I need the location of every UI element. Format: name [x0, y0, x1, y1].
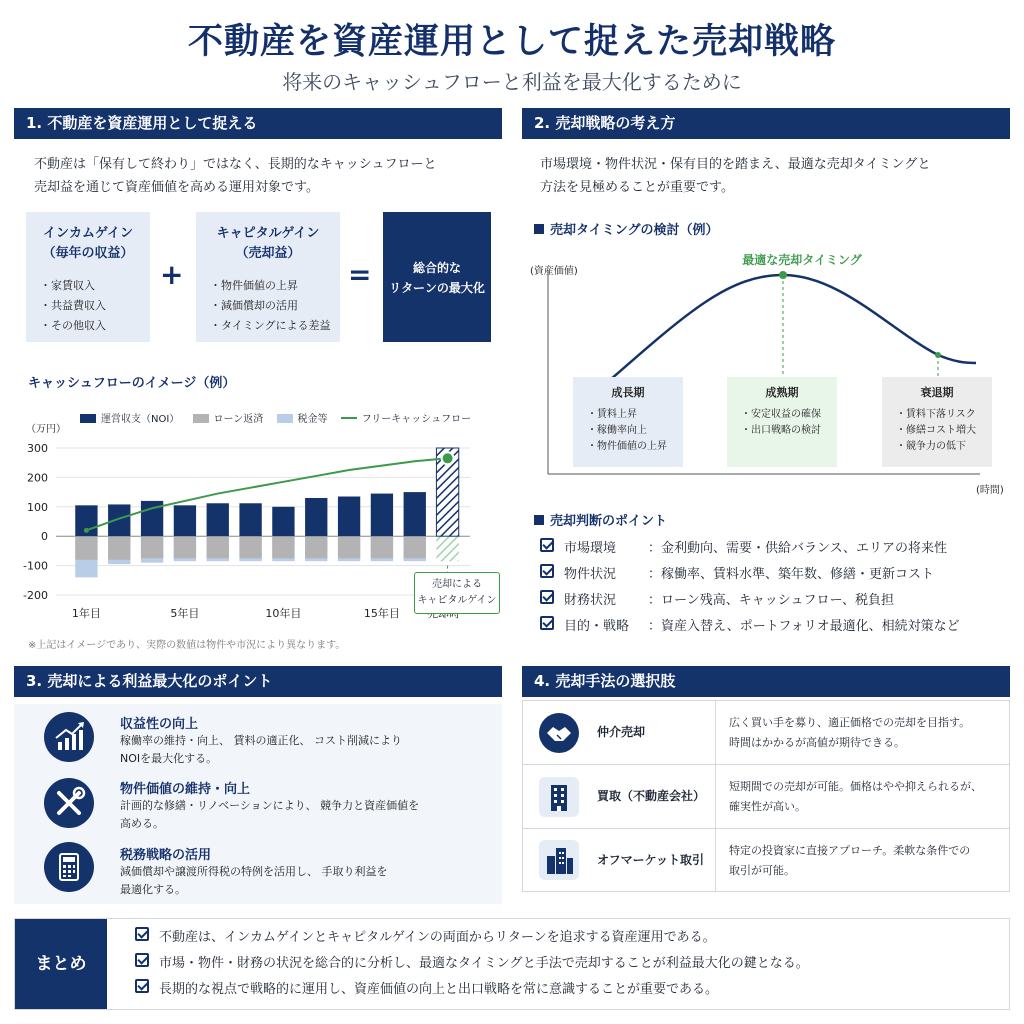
equals-sign: =	[348, 258, 372, 291]
phase-item: ・出口戦略の検討	[741, 425, 821, 436]
loan-bar	[404, 536, 426, 558]
checkbox-icon	[540, 538, 554, 552]
list-item: ・共益費収入	[40, 299, 106, 312]
x-tick-label: 10年目	[265, 607, 302, 620]
points-heading-text: 売却判断のポイント	[550, 514, 668, 529]
point-label: 目的・戦略	[564, 619, 630, 634]
legend-swatch-fcf	[341, 417, 357, 419]
method-row	[523, 829, 1009, 891]
points-heading	[534, 510, 667, 529]
y-axis-unit: （万円）	[26, 424, 66, 435]
point-label: 財務状況	[564, 593, 617, 608]
point-row	[540, 536, 1010, 562]
checkbox-icon	[540, 616, 554, 630]
summary-label: まとめ	[15, 919, 107, 1009]
y-tick-label: 300	[27, 442, 48, 455]
asset-value-curve	[610, 275, 976, 380]
capital-gain-title: キャピタルゲイン	[216, 226, 320, 241]
noi-bar	[371, 494, 393, 537]
legend-label: 税金等	[297, 414, 328, 425]
summary-list	[135, 925, 995, 1003]
point-title: 物件価値の維持・向上	[120, 782, 251, 797]
section2-intro-line: 方法を見極めることが重要です。	[540, 180, 734, 195]
point-text-line: NOIを最大化する。	[120, 752, 218, 765]
point-title: 税務戦略の活用	[120, 848, 212, 863]
phase-item: ・安定収益の確保	[741, 409, 821, 420]
phase-item: ・修繕コスト増大	[896, 425, 976, 436]
noi-bar	[239, 503, 261, 536]
calculator-icon	[44, 842, 94, 892]
fcf-end-point	[442, 452, 454, 464]
loan-bar	[207, 536, 229, 558]
point-text: ：金利動向、需要・供給バランス、エリアの将来性	[648, 541, 948, 556]
checkbox-icon	[135, 953, 149, 967]
total-return-line: 総合的な	[412, 261, 461, 275]
phase-item: ・競争力の低下	[896, 441, 966, 452]
point-text-line: 減価償却や譲渡所得税の特例を活用し、 手取り利益を	[120, 865, 388, 878]
cashflow-legend	[80, 410, 471, 425]
method-desc-line: 時間はかかるが高値が期待できる。	[729, 736, 905, 749]
loan-bar	[371, 536, 393, 558]
capital-gain-callout	[414, 572, 500, 614]
noi-bar	[338, 497, 360, 537]
loan-bar	[305, 536, 327, 558]
list-item: ・家賃収入	[40, 279, 95, 292]
peak-marker	[779, 271, 787, 279]
y-axis-label: (資産価値)	[530, 266, 578, 277]
loan-bar	[272, 536, 294, 558]
point-label: 市場環境	[564, 541, 617, 556]
checkbox-icon	[135, 979, 149, 993]
x-axis-label: (時間)	[976, 485, 1004, 496]
summary-text: 長期的な視点で戦略的に運用し、資産価値の向上と出口戦略を常に意識することが重要である。	[159, 982, 719, 997]
page-title: 不動産を資産運用として捉えた売却戦略	[187, 22, 836, 62]
timing-heading	[534, 219, 718, 238]
phase-item: ・賃料下落リスク	[896, 409, 976, 420]
methods-table	[522, 700, 1010, 892]
point-text: ：資産入替え、ポートフォリオ最適化、相続対策など	[648, 619, 960, 634]
callout-line: キャピタルゲイン	[417, 595, 497, 606]
method-row	[523, 765, 1009, 829]
legend-swatch-loan	[193, 414, 209, 423]
method-desc-line: 確実性が高い。	[729, 800, 806, 813]
summary-panel	[14, 918, 1010, 1010]
loan-bar	[338, 536, 360, 558]
loan-bar	[239, 536, 261, 558]
plus-sign: +	[160, 258, 184, 291]
loan-bar	[436, 536, 458, 560]
phase-title: 成熟期	[765, 386, 799, 399]
handshake-icon	[539, 713, 579, 753]
loan-bar	[108, 536, 130, 560]
method-desc-line: 特定の投資家に直接アプローチ。柔軟な条件での	[729, 844, 971, 857]
method-name: オフマーケット取引	[597, 853, 705, 867]
capital-gain-subtitle: （売却益）	[235, 246, 301, 261]
phase-growth	[573, 377, 683, 467]
list-item: ・タイミングによる差益	[210, 319, 331, 332]
income-gain-box	[26, 212, 150, 342]
phase-title: 成長期	[611, 386, 645, 399]
growth-chart-icon	[44, 712, 94, 762]
point-text: ：ローン残高、キャッシュフロー、税負担	[648, 593, 894, 608]
phase-decline	[882, 377, 992, 467]
method-desc-line: 広く買い手を募り、適正価格での売却を目指す。	[729, 716, 971, 729]
x-tick-label: 15年目	[363, 607, 400, 620]
section1-intro-line: 不動産は「保有して終わり」ではなく、長期的なキャッシュフローと	[34, 157, 437, 172]
y-tick-label: 200	[27, 471, 48, 485]
list-item: ・減価償却の活用	[210, 299, 298, 312]
method-name: 買取（不動産会社）	[597, 789, 706, 803]
legend-swatch-noi	[80, 414, 96, 423]
income-gain-subtitle: （毎年の収益）	[42, 246, 134, 261]
summary-text: 不動産は、インカムゲインとキャピタルゲインの両面からリターンを追求する資産運用である。	[159, 930, 716, 945]
noi-bar	[272, 507, 294, 536]
point-text	[120, 797, 419, 833]
list-item: ・物件価値の上昇	[210, 279, 298, 292]
noi-bar	[404, 492, 426, 536]
phase-title: 衰退期	[920, 386, 954, 399]
column-divider	[715, 765, 716, 829]
summary-item	[135, 951, 995, 977]
point-text-line: 計画的な修繕・リノベーションにより、 競争力と資産価値を	[120, 799, 420, 812]
city-buildings-icon	[539, 840, 579, 880]
callout-line: 売却による	[432, 579, 482, 590]
section3-heading: 3. 売却による利益最大化のポイント	[14, 666, 502, 697]
summary-text: 市場・物件・財務の状況を総合的に分析し、最適なタイミングと手法で売却することが利益最大化の鍵となる。	[159, 956, 809, 971]
cashflow-heading: キャッシュフローのイメージ（例）	[28, 376, 236, 391]
section2-heading: 2. 売却戦略の考え方	[522, 108, 1010, 139]
method-name: 仲介売却	[597, 725, 646, 739]
legend-swatch-tax	[277, 414, 293, 423]
point-text-line: 最適化する。	[120, 883, 186, 896]
tools-icon	[44, 778, 94, 828]
method-desc	[729, 777, 982, 817]
y-tick-label: 100	[27, 500, 48, 514]
y-tick-label: 0	[41, 530, 48, 544]
x-tick-label: 1年目	[71, 607, 101, 620]
timing-heading-text: 売却タイミングの検討（例）	[550, 223, 719, 238]
point-row	[540, 614, 1010, 640]
square-bullet-icon	[534, 224, 544, 234]
method-desc-line: 取引が可能。	[729, 864, 795, 877]
income-gain-title: インカムゲイン	[42, 226, 134, 241]
legend-label: フリーキャッシュフロー	[361, 414, 472, 425]
section1-intro	[34, 153, 494, 199]
noi-bar	[174, 505, 196, 536]
column-divider	[715, 829, 716, 891]
point-row	[540, 588, 1010, 614]
points-list	[540, 536, 1010, 640]
capital-gain-box	[196, 212, 340, 342]
noi-bar	[207, 503, 229, 536]
point-label: 物件状況	[564, 567, 617, 582]
point-text	[120, 732, 402, 768]
x-tick-label: 5年目	[170, 607, 200, 620]
capital-gain-list	[210, 276, 340, 336]
phase-mature	[727, 377, 837, 467]
list-item: ・その他収入	[40, 319, 106, 332]
cashflow-note: ※上記はイメージであり、実際の数値は物件や市況により異なります。	[28, 640, 346, 651]
section2-intro-line: 市場環境・物件状況・保有目的を踏まえ、最適な売却タイミングと	[540, 157, 931, 172]
method-desc-line: 短期間での売却が可能。価格はやや抑えられるが、	[729, 780, 982, 793]
loan-bar	[174, 536, 196, 558]
loan-bar	[75, 536, 97, 560]
total-return-box	[383, 212, 491, 342]
y-tick-label: -200	[23, 589, 48, 602]
point-text-line: 高める。	[120, 817, 164, 830]
point-title: 収益性の向上	[120, 717, 199, 732]
phase-item: ・稼働率向上	[587, 425, 647, 436]
point-text: ：稼働率、賃料水準、築年数、修繕・更新コスト	[648, 567, 935, 582]
column-divider	[715, 701, 716, 765]
y-tick-label: -100	[23, 559, 48, 573]
section4-heading: 4. 売却手法の選択肢	[522, 666, 1010, 697]
section1-intro-line: 売却益を通じて資産価値を高める運用対象です。	[34, 180, 319, 195]
legend-label: 運営収支（NOI）	[101, 414, 180, 425]
method-row	[523, 701, 1009, 765]
square-bullet-icon	[534, 515, 544, 525]
income-gain-list	[40, 276, 150, 336]
decline-marker	[935, 352, 941, 358]
office-building-icon	[539, 777, 579, 817]
point-text	[120, 863, 388, 899]
method-desc	[729, 841, 970, 881]
section1-heading: 1. 不動産を資産運用として捉える	[14, 108, 502, 139]
summary-item	[135, 977, 995, 1003]
phase-item: ・物件価値の上昇	[587, 441, 667, 452]
point-text-line: 稼働率の維持・向上、 賃料の適正化、 コスト削減により	[120, 734, 402, 747]
summary-item	[135, 925, 995, 951]
checkbox-icon	[540, 564, 554, 578]
fcf-line	[86, 458, 447, 530]
total-return-line: リターンの最大化	[389, 281, 485, 295]
fcf-start-point	[84, 528, 89, 533]
phase-item: ・賃料上昇	[587, 409, 637, 420]
method-desc	[729, 713, 970, 753]
section2-intro	[540, 153, 1000, 199]
legend-label: ローン返済	[213, 414, 264, 425]
loan-bar	[141, 536, 163, 558]
checkbox-icon	[540, 590, 554, 604]
point-row	[540, 562, 1010, 588]
page-subtitle: 将来のキャッシュフローと利益を最大化するために	[282, 70, 742, 94]
optimal-timing-label: 最適な売却タイミング	[742, 253, 862, 267]
noi-bar	[305, 498, 327, 536]
checkbox-icon	[135, 927, 149, 941]
